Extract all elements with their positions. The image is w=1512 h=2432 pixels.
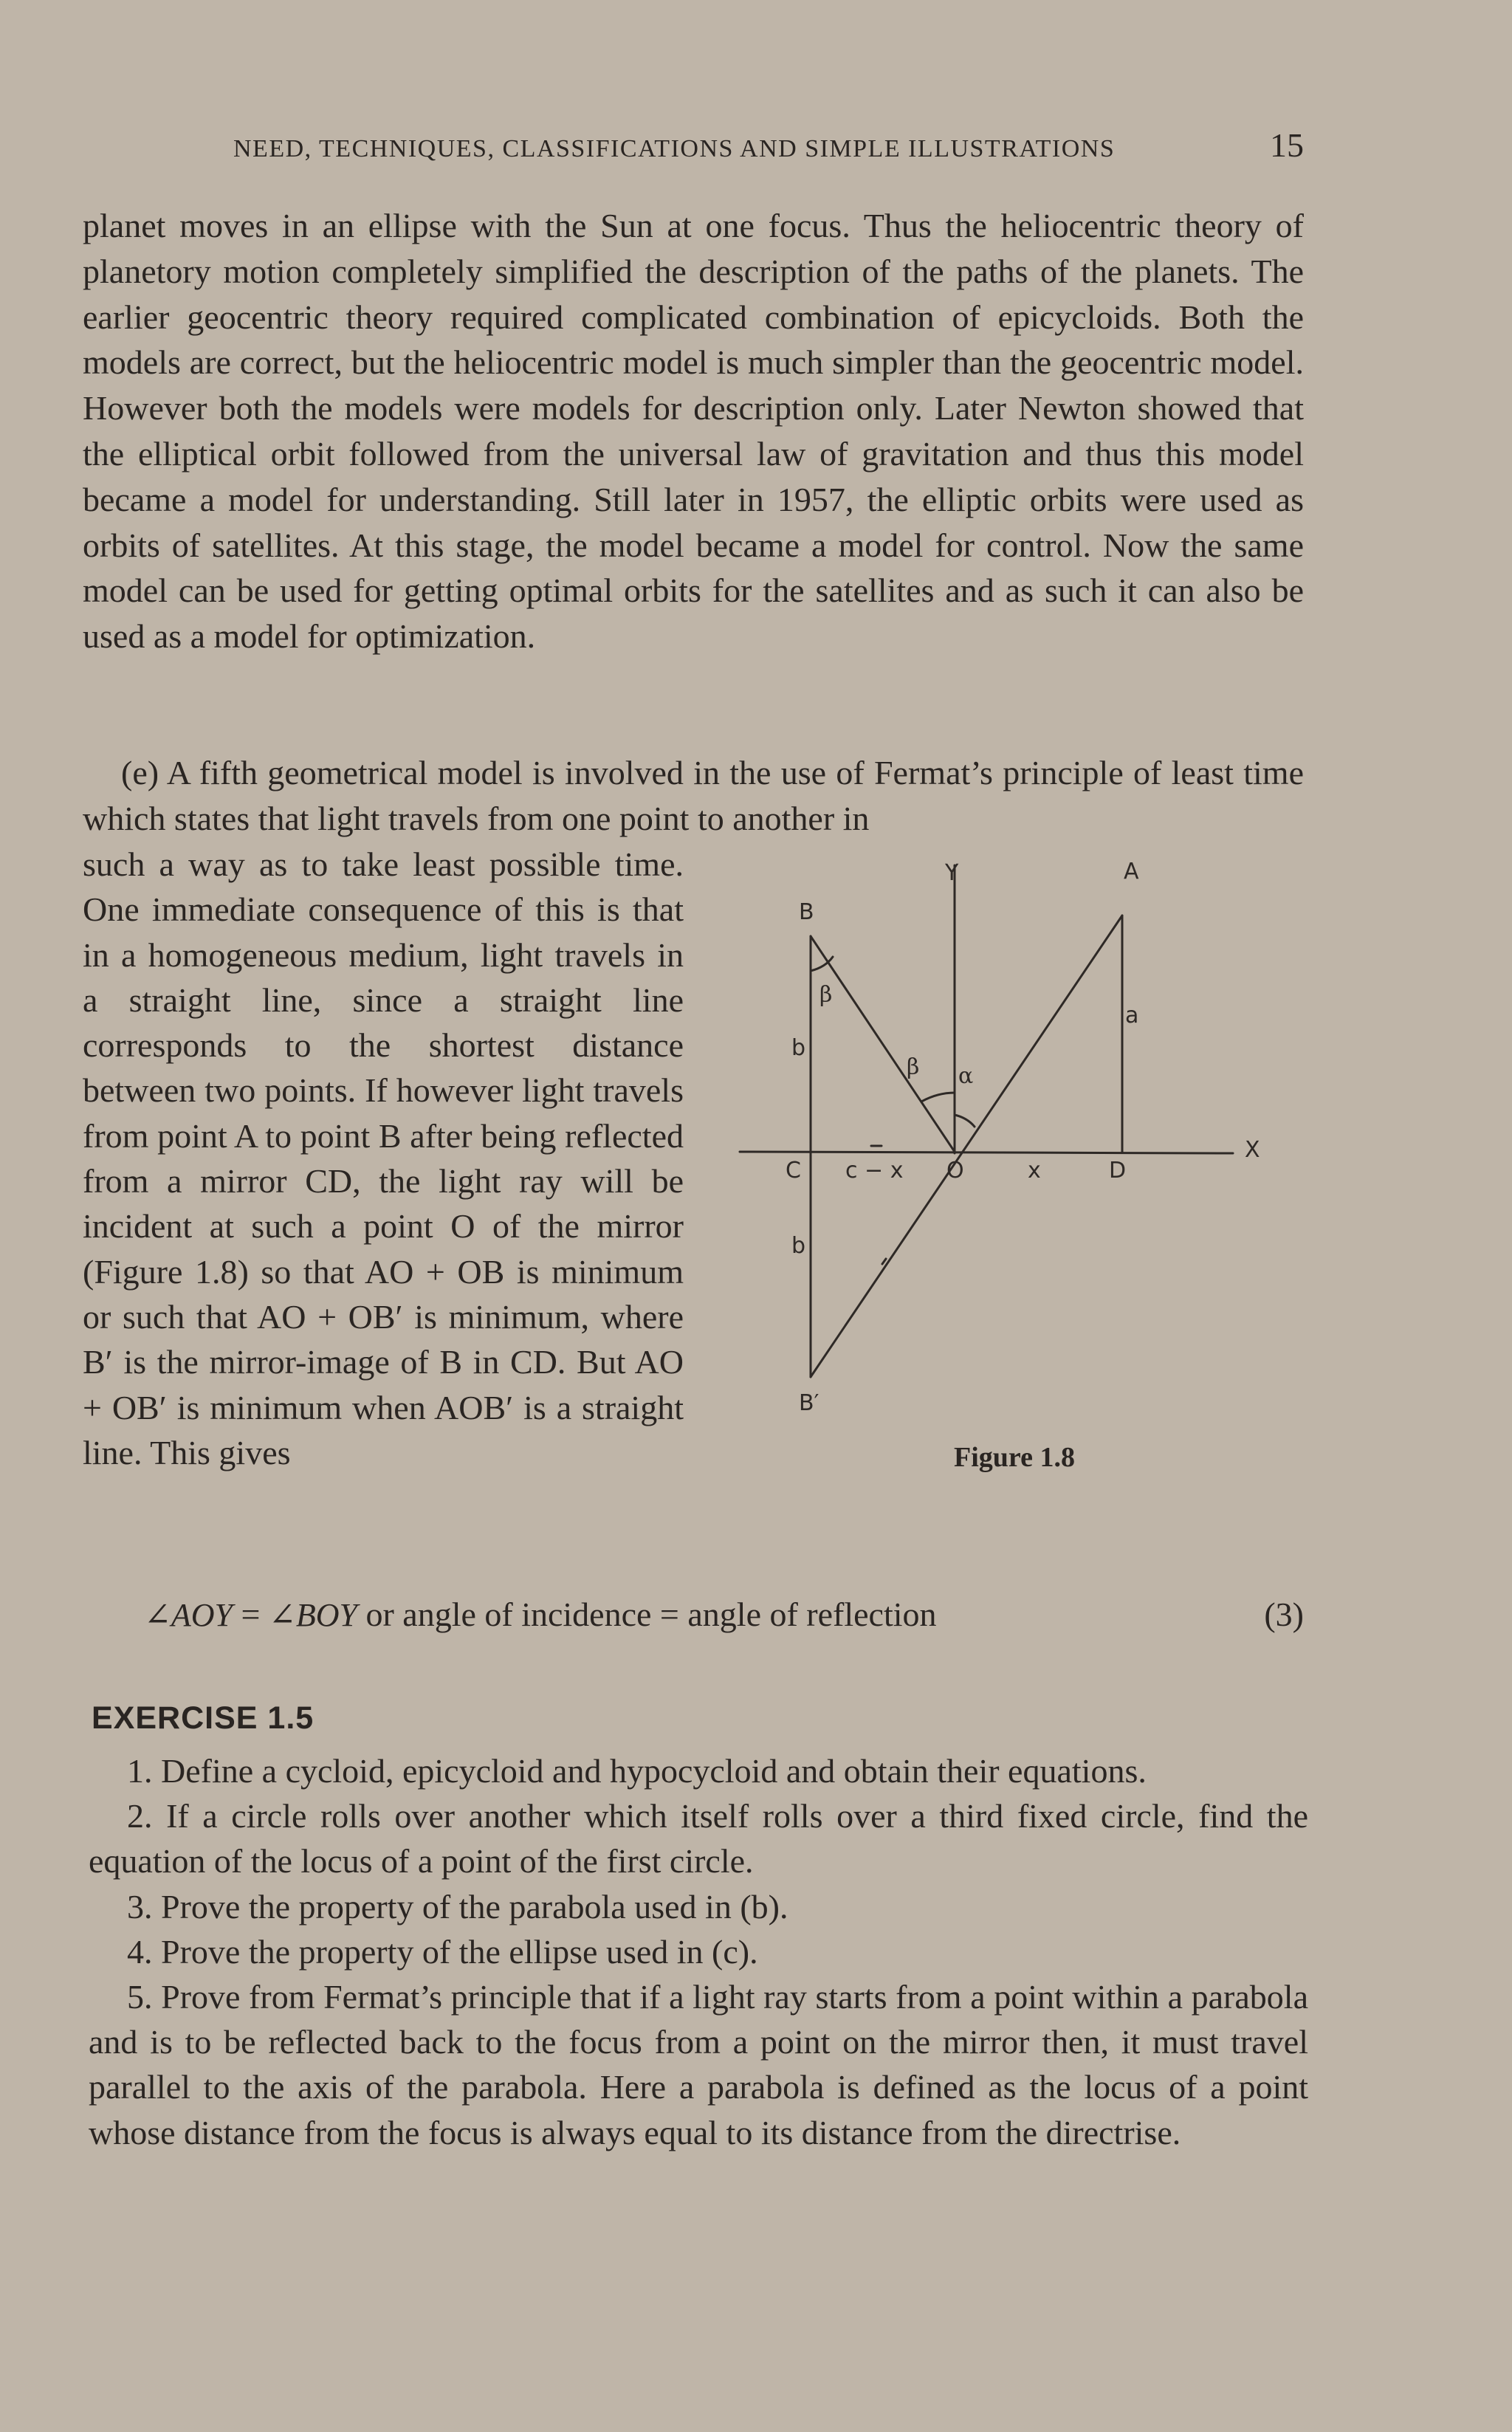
label-beta-top: β xyxy=(819,982,833,1008)
exercise-item: 1. Define a cycloid, epicycloid and hypocycloid and obtain their equations. xyxy=(127,1752,1147,1790)
label-b-prime: B′ xyxy=(799,1390,819,1416)
label-x-length: x xyxy=(1028,1158,1041,1184)
label-alpha: α xyxy=(958,1063,974,1089)
figure-caption: Figure 1.8 xyxy=(954,1442,1075,1473)
mirror-line-x-axis xyxy=(740,1152,1233,1153)
angle-aoy: ∠AOY xyxy=(144,1597,233,1633)
equation-text: or angle of incidence = angle of reflection xyxy=(357,1595,937,1633)
tick-b-prime xyxy=(882,1259,886,1264)
figure-reflection-diagram xyxy=(724,849,1285,1499)
equation-number: (3) xyxy=(1264,1595,1304,1633)
equation-3 xyxy=(144,1595,1304,1634)
header-title: NEED, TECHNIQUES, CLASSIFICATIONS AND SIMPLE ILLUSTRATIONS xyxy=(233,135,1116,162)
exercise-item: 5. Prove from Fermat’s principle that if a light ray starts from a point within a parabola and is to be reflected back to the focus from a point on the mirror then, it must travel parallel to the axis of the parabola. Here a parabola is defined as the locus of a point whose distance from the focus is always equal to its distance from the directrise. xyxy=(89,1978,1308,2151)
exercise-item: 2. If a circle rolls over another which itself rolls over a third fixed circle, find the equation of the locus of a point of the first circle. xyxy=(89,1797,1308,1880)
label-c-minus-x: c − x xyxy=(845,1158,904,1184)
arc-alpha xyxy=(955,1115,975,1127)
label-x-axis: X xyxy=(1245,1137,1260,1163)
equals-sign: = xyxy=(233,1595,269,1633)
paragraph-fermat-wrapped xyxy=(83,842,684,1475)
ray-b-to-o xyxy=(811,936,955,1152)
label-b-bottom-length: b xyxy=(791,1233,806,1259)
exercise-list xyxy=(89,1748,1308,2155)
label-c: C xyxy=(786,1158,801,1184)
exercise-item: 4. Prove the property of the ellipse used in (c). xyxy=(127,1932,758,1971)
angle-boy: ∠BOY xyxy=(268,1597,357,1633)
label-b: B xyxy=(799,899,814,925)
paragraph-fermat-intro xyxy=(83,750,1304,842)
label-b-top-length: b xyxy=(791,1035,806,1061)
page-number: 15 xyxy=(1270,126,1304,164)
paragraph-text: such a way as to take least possible time. One immediate consequence of this is that in a homogeneous medium, light travels in a straight line, since a straight line corresponds to the shortest distance between two points. If however light travels from point A to point B after being reflected from a mirror CD, the light ray will be incident at such a point O of the mirror (Figure 1.8) so that AO + OB is minimum or such that AO + OB′ is minimum, where B′ is the mirror-image of B in CD. But AO + OB′ is minimum when AOB′ is a straight line. This gives xyxy=(83,845,684,1471)
label-beta-mid: β xyxy=(907,1054,920,1080)
paragraph-text: (e) A fifth geometrical model is involved in the use of Fermat’s principle of least time which states that light travels from one point to another in xyxy=(83,754,1304,837)
paragraph-heliocentric xyxy=(83,203,1304,659)
ray-a-to-o-extended xyxy=(811,916,1122,1377)
running-header xyxy=(233,126,1304,165)
reflection-diagram xyxy=(724,849,1285,1440)
exercise-heading: EXERCISE 1.5 xyxy=(92,1700,315,1736)
arc-beta-mid xyxy=(921,1093,955,1102)
equation-body xyxy=(144,1595,937,1634)
label-a: A xyxy=(1124,859,1139,884)
exercise-item: 3. Prove the property of the parabola used in (b). xyxy=(127,1887,788,1926)
label-d: D xyxy=(1109,1158,1127,1184)
label-o: O xyxy=(946,1158,964,1184)
paragraph-text: planet moves in an ellipse with the Sun at one focus. Thus the heliocentric theory of planetory motion completely simplified the description of the paths of the planets. The earlier geocentric theory required complicated combination of epicycloids. Both the models are correct, but the heliocentric model is much simpler than the geocentric model. However both the models were models for description only. Later Newton showed that the elliptical orbit followed from the universal law of gravitation and thus this model became a model for understanding. Still later in 1957, the elliptic orbits were used as orbits of satellites. At this stage, the model became a model for control. Now the same model can be used for getting optimal orbits for the satellites and as such it can also be used as a model for optimization. xyxy=(83,207,1304,656)
label-y: Y xyxy=(945,860,959,886)
label-a-length: a xyxy=(1125,1003,1139,1028)
